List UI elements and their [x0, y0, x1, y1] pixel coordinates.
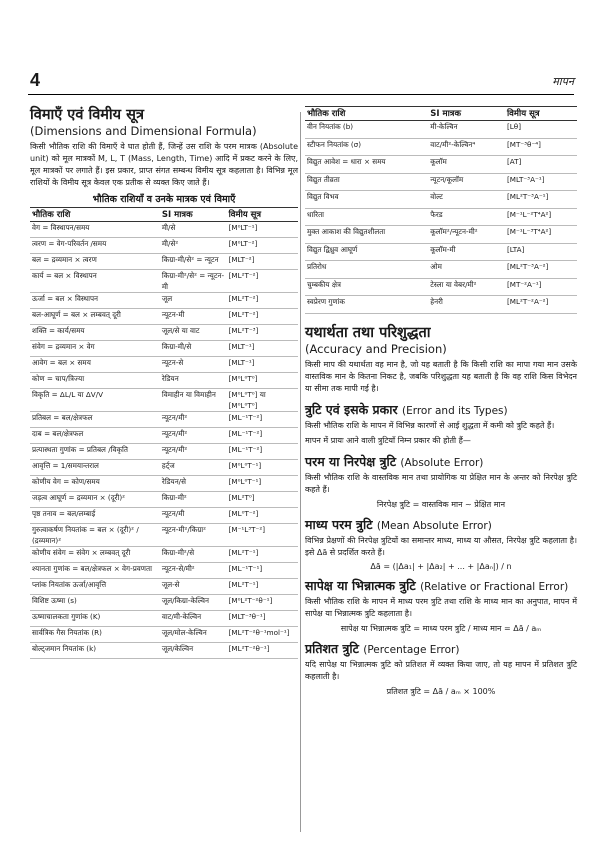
cell-quantity: शक्ति = कार्य/समय: [30, 325, 160, 341]
cell-quantity: दाब = बल/क्षेत्रफल: [30, 428, 160, 444]
cell-si-unit: जूल/मोल-केल्विन: [160, 627, 227, 643]
table-header-row: [30, 208, 298, 222]
relative-error-text: किसी भौतिक राशि के मापन में माध्य परम त्रुटि तथा राशि के माध्य मान का अनुपात, मापन में सापेक्ष या भिन्नात्मक त्रुटि कहलाता है।: [305, 596, 577, 618]
quantities-table-body: [30, 222, 298, 659]
cell-dimension: [ML⁻¹T⁻²]: [227, 428, 298, 444]
error-text-types: मापन में प्रायः आने वाली त्रुटियाँ निम्न प्रकार की होती हैं—: [305, 435, 471, 445]
table-row: [30, 238, 298, 254]
cell-dimension: [Lθ]: [505, 121, 577, 139]
cell-dimension: [LTA]: [505, 243, 577, 261]
col-header-quantity: भौतिक राशि: [30, 208, 160, 222]
cell-quantity: ऊर्जा = बल × विस्थापन: [30, 293, 160, 309]
cell-si-unit: न्यूटन/मी²: [160, 412, 227, 428]
cell-dimension: [ML²T⁻²A⁻²]: [505, 296, 577, 314]
cell-quantity: बोल्ट्जमान नियतांक (k): [30, 643, 160, 659]
table-row: [30, 325, 298, 341]
cell-si-unit: किग्रा-मी/से: [160, 341, 227, 357]
cell-si-unit: विमाहीन या विमाहीन: [160, 389, 227, 412]
cell-quantity: आवृत्ति = 1/समयान्तराल: [30, 460, 160, 476]
table-row: [305, 121, 577, 139]
mean-error-title-en: (Mean Absolute Error): [376, 519, 492, 532]
table-row: [30, 444, 298, 460]
cell-si-unit: किग्रा-मी²/से: [160, 547, 227, 563]
cell-si-unit: जूल: [160, 293, 227, 309]
cell-dimension: [ML²T⁻¹]: [227, 547, 298, 563]
cell-dimension: [ML²T⁻²]: [227, 309, 298, 325]
cell-quantity: विकृति = ΔL/L या ΔV/V: [30, 389, 160, 412]
cell-quantity: प्रतिरोध: [305, 261, 428, 279]
cell-dimension: [ML²T⁻³A⁻²]: [505, 261, 577, 279]
percentage-error-title-hi: प्रतिशत त्रुटि: [305, 640, 359, 656]
cell-dimension: [M⁰L⁰T⁻¹]: [227, 476, 298, 492]
table-row: [30, 222, 298, 238]
cell-dimension: [M⁰LT⁻²]: [227, 238, 298, 254]
cell-si-unit: न्यूटन-मी: [160, 309, 227, 325]
cell-dimension: [ML²T⁻²]: [227, 293, 298, 309]
cell-si-unit: कूलॉम-मी: [428, 243, 505, 261]
section-title-accuracy: यथार्थता तथा परिशुद्धता: [305, 324, 431, 341]
absolute-error-title-en: (Absolute Error): [400, 456, 484, 469]
cell-dimension: [MLT⁻¹]: [227, 341, 298, 357]
section-title-dimensions: विमाएँ एवं विमीय सूत्र: [30, 107, 144, 123]
cell-si-unit: मी/से: [160, 222, 227, 238]
section-title-percentage-error: [305, 640, 577, 657]
table-row: [30, 309, 298, 325]
cell-si-unit: कूलॉम: [428, 156, 505, 174]
cell-quantity: ऊष्माचालकता गुणांक (K): [30, 611, 160, 627]
left-column: [30, 106, 298, 659]
table-row: [30, 492, 298, 508]
absolute-error-title-hi: परम या निरपेक्ष त्रुटि: [305, 453, 397, 469]
table-row: [30, 563, 298, 579]
table-row: [305, 296, 577, 314]
table-row: [30, 524, 298, 547]
relative-error-title-en: (Relative or Fractional Error): [420, 580, 569, 593]
cell-quantity: वीन नियतांक (b): [305, 121, 428, 139]
cell-quantity: चुम्बकीय क्षेत्र: [305, 278, 428, 296]
cell-si-unit: किग्रा-मी/से² = न्यूटन: [160, 254, 227, 270]
column-divider: [300, 112, 301, 832]
percentage-error-text: यदि सापेक्ष या भिन्नात्मक त्रुटि को प्रतिशत में व्यक्त किया जाए, तो यह मापन में प्रतिशत त्रुटि कहलाती है।: [305, 659, 577, 681]
cell-quantity: विद्युत तीव्रता: [305, 173, 428, 191]
absolute-error-formula: निरपेक्ष त्रुटि = वास्तविक मान ~ प्रेक्षित मान: [376, 499, 506, 509]
cell-dimension: [MLT⁻²]: [227, 254, 298, 270]
section-title-relative-error: [305, 577, 577, 594]
cell-quantity: गुरुत्वाकर्षण नियतांक = बल × (दूरी)² / (द्रव्यमान)²: [30, 524, 160, 547]
section-title-absolute-error: [305, 453, 577, 470]
cell-quantity: धारिता: [305, 208, 428, 226]
cell-quantity: वेग = विस्थापन/समय: [30, 222, 160, 238]
cell-si-unit: टेस्ला या वेबर/मी²: [428, 278, 505, 296]
cell-dimension: [ML²T⁻²]: [227, 270, 298, 293]
cell-dimension: [M⁰LT⁻¹]: [227, 222, 298, 238]
cell-dimension: [ML⁰T⁻²]: [227, 508, 298, 524]
percentage-error-title-en: (Percentage Error): [363, 643, 460, 656]
table-row: [30, 389, 298, 412]
percentage-error-formula: प्रतिशत त्रुटि = Δā / aₘ × 100%: [386, 686, 496, 696]
table-row: [30, 476, 298, 492]
cell-dimension: [ML²T⁻³]: [227, 325, 298, 341]
cell-dimension: [MLT⁻³A⁻¹]: [505, 173, 577, 191]
table-row: [305, 156, 577, 174]
table-header-row: [305, 107, 577, 121]
table-row: [305, 173, 577, 191]
cell-si-unit: न्यूटन/मी²: [160, 428, 227, 444]
cell-quantity: बल-आघूर्ण = बल × लम्बवत् दूरी: [30, 309, 160, 325]
cell-quantity: कोण = चाप/त्रिज्या: [30, 373, 160, 389]
col-header-quantity: भौतिक राशि: [305, 107, 428, 121]
cell-si-unit: न्यूटन-मी²/किग्रा²: [160, 524, 227, 547]
cell-si-unit: हेनरी: [428, 296, 505, 314]
cell-quantity: प्रत्यास्थता गुणांक = प्रतिबल /विकृति: [30, 444, 160, 460]
quantities-table-continued-body: [305, 121, 577, 314]
dimensions-intro: किसी भौतिक राशि की विमाएँ वे घात होती हैं, जिन्हें उस राशि के परम मात्रक (Absolute unit) को मूल मात्रकों M, L, T (Mass, Length, Time) आदि में प्रकट करने के लिए, मूल मात्रकों पर लगाते हैं। इस प्रकार, प्राप्त संगत सम्बन्ध विमीय सूत्र कहलाता है। विभिन्न मूल राशियों के विमीय सूत्र केवल एक प्रतीक से व्यक्त किए जाते हैं।: [30, 142, 298, 187]
cell-dimension: [M⁰L⁰T⁻¹]: [227, 460, 298, 476]
section-subtitle-accuracy: (Accuracy and Precision): [305, 341, 447, 356]
table-row: [30, 428, 298, 444]
table-row: [30, 460, 298, 476]
cell-dimension: [MT⁻³θ⁻⁴]: [505, 138, 577, 156]
cell-dimension: [ML⁻¹T⁻²]: [227, 412, 298, 428]
quantities-table-continued: [305, 106, 577, 314]
cell-quantity: आवेग = बल × समय: [30, 357, 160, 373]
mean-error-formula: Δā = (|Δa₁| + |Δa₂| + ... + |Δaₙ|) / n: [370, 561, 512, 571]
cell-dimension: [M⁻¹L³T⁻²]: [227, 524, 298, 547]
cell-quantity: कार्य = बल × विस्थापन: [30, 270, 160, 293]
cell-quantity: त्वरण = वेग-परिवर्तन /समय: [30, 238, 160, 254]
cell-si-unit: न्यूटन/मी²: [160, 444, 227, 460]
cell-si-unit: किग्रा-मी²: [160, 492, 227, 508]
table-row: [30, 357, 298, 373]
page-number: 4: [30, 70, 41, 90]
accuracy-text: किसी माप की यथार्थता वह मान है, जो यह बताती है कि किसी राशि का मापा गया मान उसके वास्तविक मान के कितना निकट है, जबकि परिशुद्धता यह बताती है कि वह राशि किस विभेदन या सीमा तक मापी गई है।: [305, 359, 577, 393]
section-title-error: [305, 401, 577, 418]
cell-dimension: [ML²T⁻²θ⁻¹mol⁻¹]: [227, 627, 298, 643]
cell-dimension: [M⁰L⁰T⁰] या [M⁰L⁰T⁰]: [227, 389, 298, 412]
table-row: [305, 208, 577, 226]
cell-si-unit: न्यूटन-से/मी²: [160, 563, 227, 579]
col-header-dimension: विमीय सूत्र: [227, 208, 298, 222]
table-row: [30, 627, 298, 643]
cell-quantity: विशिष्ट ऊष्मा (s): [30, 595, 160, 611]
cell-dimension: [M⁻¹L⁻³T⁴A²]: [505, 226, 577, 244]
col-header-si-unit: SI मात्रक: [428, 107, 505, 121]
cell-si-unit: न्यूटन/मी: [160, 508, 227, 524]
cell-si-unit: ओम: [428, 261, 505, 279]
cell-quantity: श्यानता गुणांक = बल/क्षेत्रफल × वेग-प्रवणता: [30, 563, 160, 579]
table-row: [30, 508, 298, 524]
error-title-hi: त्रुटि एवं इसके प्रकार: [305, 401, 398, 417]
cell-si-unit: हर्ट्ज: [160, 460, 227, 476]
col-header-dimension: विमीय सूत्र: [505, 107, 577, 121]
mean-error-title-hi: माध्य परम त्रुटि: [305, 516, 373, 532]
cell-si-unit: मी/से²: [160, 238, 227, 254]
cell-quantity: विद्युत आवेश = धारा × समय: [305, 156, 428, 174]
cell-si-unit: जूल-से: [160, 579, 227, 595]
table-row: [30, 547, 298, 563]
table-row: [30, 412, 298, 428]
cell-dimension: [M⁰L⁰T⁰]: [227, 373, 298, 389]
chapter-title: मापन: [552, 75, 574, 88]
cell-si-unit: न्यूटन-से: [160, 357, 227, 373]
cell-si-unit: न्यूटन/कूलॉम: [428, 173, 505, 191]
error-title-en: (Error and its Types): [401, 404, 508, 417]
cell-si-unit: जूल/से या वाट: [160, 325, 227, 341]
cell-dimension: [AT]: [505, 156, 577, 174]
cell-quantity: स्टीफन नियतांक (σ): [305, 138, 428, 156]
cell-dimension: [ML⁻¹T⁻¹]: [227, 563, 298, 579]
table-row: [305, 243, 577, 261]
cell-quantity: मुक्त आकाश की विद्युतशीलता: [305, 226, 428, 244]
table-row: [305, 226, 577, 244]
mean-error-text: विभिन्न प्रेक्षणों की निरपेक्ष त्रुटियों का समान्तर माध्य, माध्य या औसत, निरपेक्ष त्रुटि कहलाता है। इसे Δā से प्रदर्शित करते हैं।: [305, 535, 577, 557]
col-header-si-unit: SI मात्रक: [160, 208, 227, 222]
cell-si-unit: वाट/मी-केल्विन: [160, 611, 227, 627]
table-row: [30, 579, 298, 595]
table-caption: भौतिक राशियाँ व उनके मात्रक एवं विमाएँ: [92, 194, 236, 205]
cell-si-unit: कूलॉम²/न्यूटन-मी²: [428, 226, 505, 244]
section-subtitle-dimensions: (Dimensions and Dimensional Formula): [30, 124, 257, 138]
table-row: [30, 595, 298, 611]
cell-si-unit: रेडियन/से: [160, 476, 227, 492]
cell-dimension: [ML⁻¹T⁻²]: [227, 444, 298, 460]
cell-quantity: कोणीय वेग = कोण/समय: [30, 476, 160, 492]
cell-si-unit: वाट/मी²-केल्विन⁴: [428, 138, 505, 156]
cell-dimension: [ML²T⁻²θ⁻¹]: [227, 643, 298, 659]
cell-quantity: बल = द्रव्यमान × त्वरण: [30, 254, 160, 270]
table-row: [30, 643, 298, 659]
cell-quantity: विद्युत द्विध्रुव आघूर्ण: [305, 243, 428, 261]
cell-si-unit: जूल/किग्रा-केल्विन: [160, 595, 227, 611]
table-row: [30, 341, 298, 357]
cell-dimension: [MLT⁻¹]: [227, 357, 298, 373]
cell-quantity: प्लांक नियतांक ऊर्जा/आवृत्ति: [30, 579, 160, 595]
relative-error-title-hi: सापेक्ष या भिन्नात्मक त्रुटि: [305, 577, 416, 593]
cell-dimension: [MT⁻²A⁻¹]: [505, 278, 577, 296]
cell-quantity: स्वप्रेरण गुणांक: [305, 296, 428, 314]
page-header: [0, 0, 600, 100]
cell-si-unit: किग्रा-मी²/से² = न्यूटन-मी: [160, 270, 227, 293]
table-row: [305, 278, 577, 296]
cell-si-unit: रेडियन: [160, 373, 227, 389]
cell-dimension: [M⁻¹L⁻²T⁴A²]: [505, 208, 577, 226]
table-row: [30, 373, 298, 389]
table-row: [305, 261, 577, 279]
cell-dimension: [ML²T⁰]: [227, 492, 298, 508]
cell-si-unit: जूल/केल्विन: [160, 643, 227, 659]
table-row: [30, 293, 298, 309]
relative-error-formula: सापेक्ष या भिन्नात्मक त्रुटि = माध्य परम त्रुटि / माध्य मान = Δā / aₘ: [340, 623, 542, 633]
cell-quantity: प्रतिबल = बल/क्षेत्रफल: [30, 412, 160, 428]
cell-quantity: जड़त्व आघूर्ण = द्रव्यमान × (दूरी)²: [30, 492, 160, 508]
absolute-error-text: किसी भौतिक राशि के वास्तविक मान तथा प्रायोगिक या प्रेक्षित मान के अन्तर को निरपेक्ष त्रुटि कहते हैं।: [305, 472, 577, 494]
header-rule: [28, 94, 574, 95]
table-row: [305, 138, 577, 156]
cell-quantity: सार्वत्रिक गैस नियतांक (R): [30, 627, 160, 643]
table-row: [30, 611, 298, 627]
cell-dimension: [ML²T⁻³A⁻¹]: [505, 191, 577, 209]
cell-si-unit: वोल्ट: [428, 191, 505, 209]
cell-dimension: [MLT⁻³θ⁻¹]: [227, 611, 298, 627]
cell-dimension: [M⁰L²T⁻²θ⁻¹]: [227, 595, 298, 611]
table-row: [305, 191, 577, 209]
cell-quantity: पृष्ठ तनाव = बल/लम्बाई: [30, 508, 160, 524]
cell-quantity: विद्युत विभव: [305, 191, 428, 209]
error-text: किसी भौतिक राशि के मापन में विभिन्न कारणों से आई शुद्धता में कमी को त्रुटि कहते हैं।: [305, 420, 555, 430]
cell-quantity: कोणीय संवेग = संवेग × लम्बवत् दूरी: [30, 547, 160, 563]
quantities-table: [30, 207, 298, 659]
cell-si-unit: मी-केल्विन: [428, 121, 505, 139]
table-row: [30, 270, 298, 293]
cell-si-unit: फैरड: [428, 208, 505, 226]
section-title-mean-error: [305, 516, 577, 533]
table-row: [30, 254, 298, 270]
cell-quantity: संवेग = द्रव्यमान × वेग: [30, 341, 160, 357]
cell-dimension: [ML²T⁻¹]: [227, 579, 298, 595]
right-column: [305, 106, 577, 701]
